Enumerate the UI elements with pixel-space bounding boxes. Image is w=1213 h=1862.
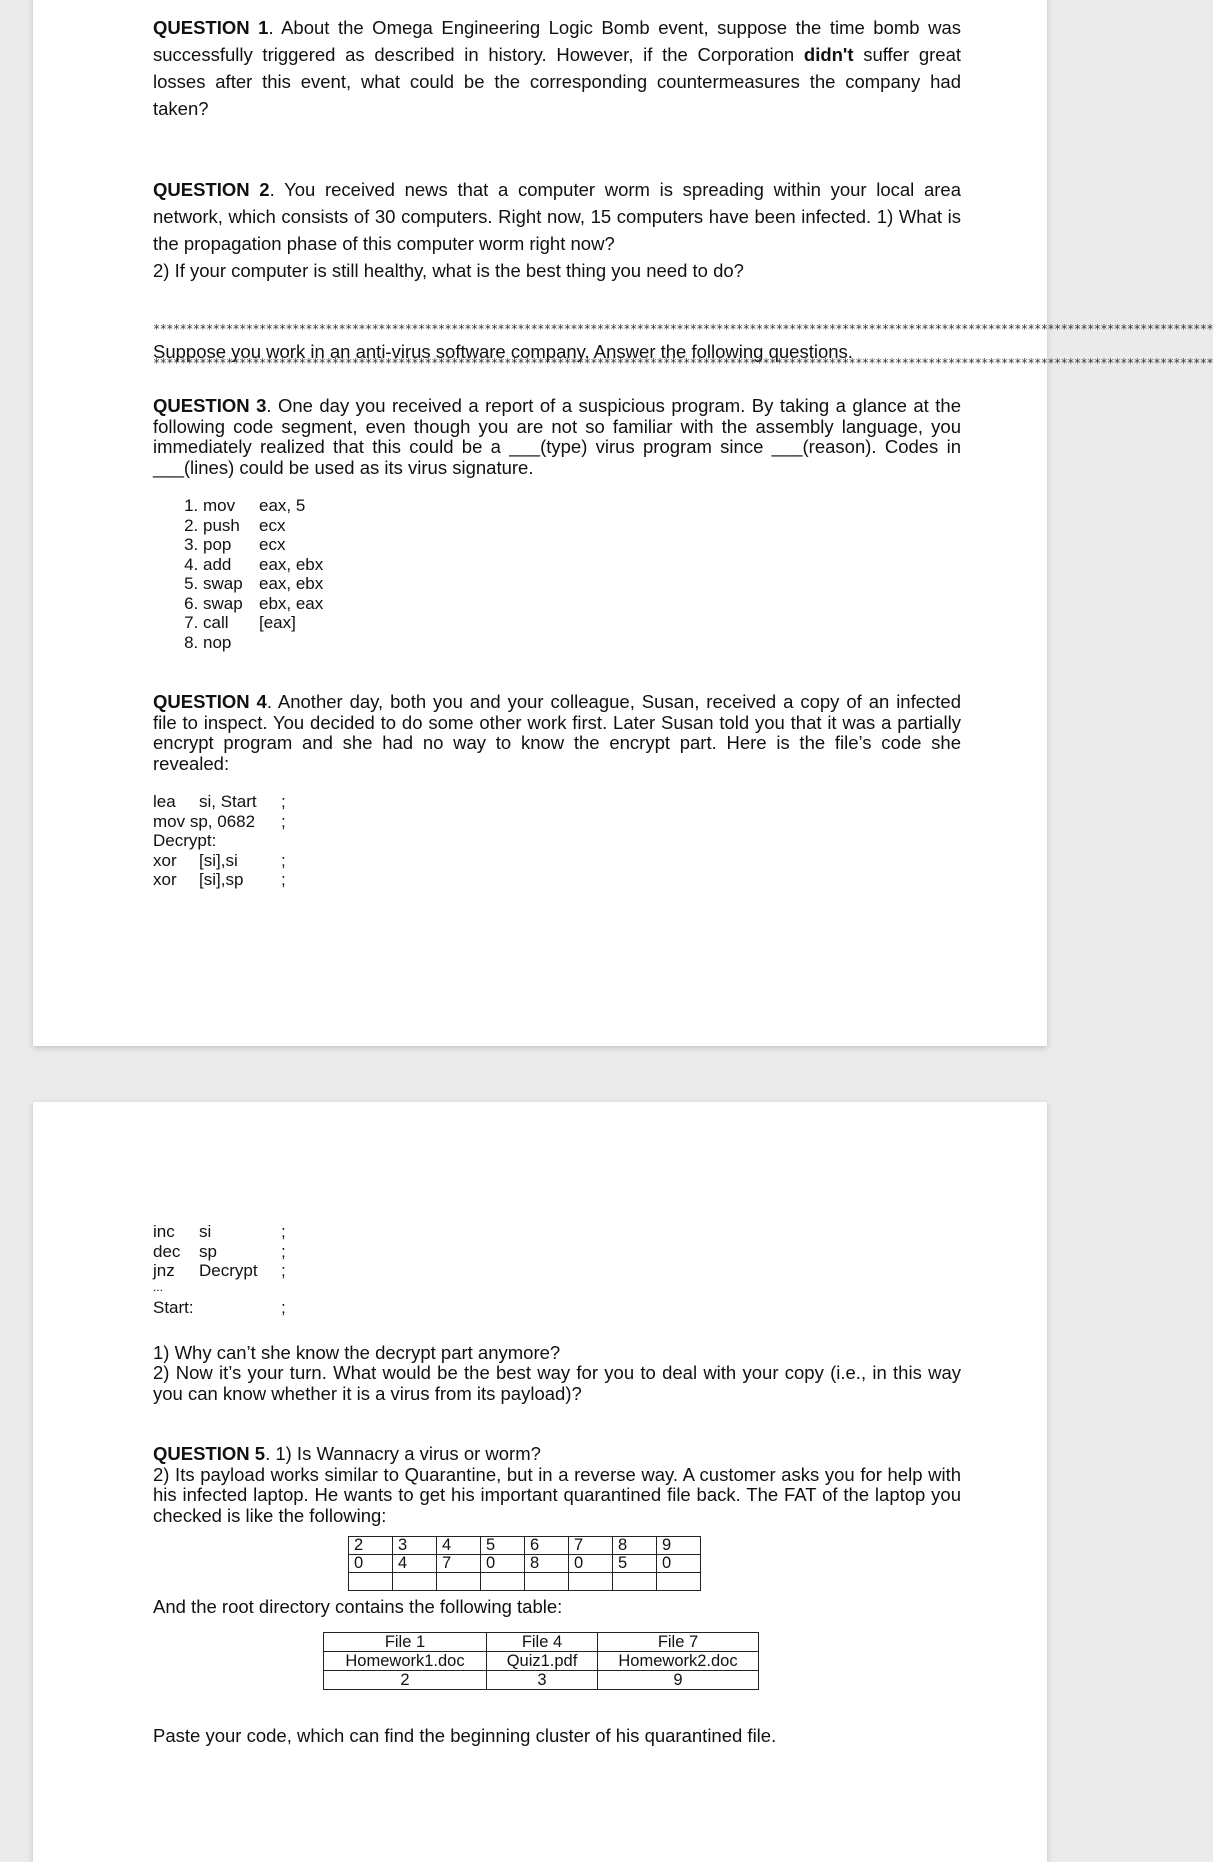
- divider-stars-bottom: ****************************************************************************************************************************************************************: [153, 356, 1213, 370]
- question-5-label: QUESTION 5: [153, 1443, 266, 1464]
- table-row: [349, 1573, 701, 1591]
- code-line: jnz Decrypt ;: [153, 1261, 286, 1280]
- table-cell: [349, 1573, 393, 1591]
- code-line: 6. swap ebx, eax: [203, 594, 961, 614]
- table-row: [349, 1537, 701, 1555]
- divider-stars-top: ****************************************************************************************************************************************************************: [153, 322, 1213, 336]
- document-page-2: [33, 1102, 1047, 1862]
- table-cell: File 4: [487, 1633, 598, 1652]
- question-2-part-2: 2) If your computer is still healthy, what is the best thing you need to do?: [153, 260, 744, 281]
- code-line: mov sp, 0682 ;: [153, 811, 286, 831]
- table-cell: File 7: [598, 1633, 759, 1652]
- table-cell: 2: [349, 1537, 393, 1555]
- question-5: QUESTION 5. 1) Is Wannacry a virus or worm?: [153, 1443, 541, 1464]
- table-cell: 4: [437, 1537, 481, 1555]
- table-row: [324, 1671, 759, 1690]
- table-cell: 0: [657, 1555, 701, 1573]
- code-line: inc si ;: [153, 1222, 286, 1241]
- root-directory-intro: And the root directory contains the following table:: [153, 1596, 563, 1617]
- table-cell: 7: [437, 1555, 481, 1573]
- table-cell: Quiz1.pdf: [487, 1652, 598, 1671]
- table-cell: 9: [657, 1537, 701, 1555]
- code-line: dec sp ;: [153, 1241, 286, 1261]
- fat-table: [348, 1536, 701, 1591]
- table-cell: 4: [393, 1555, 437, 1573]
- table-cell: 9: [598, 1671, 759, 1690]
- question-3-label: QUESTION 3: [153, 395, 267, 416]
- table-cell: 2: [324, 1671, 487, 1690]
- question-4-code-part-2: [153, 1222, 961, 1321]
- table-cell: 0: [349, 1555, 393, 1573]
- table-cell: [613, 1573, 657, 1591]
- closing-instruction: Paste your code, which can find the beginning cluster of his quarantined file.: [153, 1725, 777, 1746]
- question-5-part-2: 2) Its payload works similar to Quarantine, but in a reverse way. A customer asks you for help with his infected laptop. He wants to get his important quarantined file back. The FAT of the laptop you checked is like the following:: [153, 1463, 961, 1526]
- table-cell: Homework1.doc: [324, 1652, 487, 1671]
- page-1-content: [153, 14, 1213, 890]
- question-1-label: QUESTION 1: [153, 17, 269, 38]
- table-cell: 6: [525, 1537, 569, 1555]
- table-row: [324, 1633, 759, 1652]
- table-cell: [657, 1573, 701, 1591]
- code-line: 7. call [eax]: [203, 613, 961, 633]
- table-cell: [437, 1573, 481, 1591]
- code-line: 2. push ecx: [203, 516, 961, 536]
- table-cell: 5: [613, 1555, 657, 1573]
- question-4-sub-2: 2) Now it’s your turn. What would be the best way for you to deal with your copy (i.e., in this way you can know whether it is a virus from its payload)?: [153, 1362, 961, 1404]
- table-row: [349, 1555, 701, 1573]
- code-line: ...: [153, 1279, 164, 1294]
- table-cell: 5: [481, 1537, 525, 1555]
- question-4-sub-1: 1) Why can’t she know the decrypt part anymore?: [153, 1341, 561, 1363]
- table-cell: [569, 1573, 613, 1591]
- table-cell: 3: [487, 1671, 598, 1690]
- code-line: 1. mov eax, 5: [203, 496, 961, 516]
- table-cell: 0: [569, 1555, 613, 1573]
- table-cell: 8: [525, 1555, 569, 1573]
- code-line: 8. nop: [203, 633, 961, 653]
- question-4-code-part-1: [153, 792, 961, 890]
- root-directory-table: [323, 1632, 759, 1690]
- code-line: 3. pop ecx: [203, 535, 961, 555]
- question-2: QUESTION 2. You received news that a computer worm is spreading within your local area network, which consists of 30 computers. Right now, 15 computers have been infected. 1) What is the propagation phase of this computer worm right now?: [153, 179, 961, 254]
- code-line: Decrypt:: [153, 831, 217, 850]
- code-line: lea si, Start ;: [153, 792, 286, 811]
- table-cell: [393, 1573, 437, 1591]
- table-cell: 8: [613, 1537, 657, 1555]
- question-3: QUESTION 3. One day you received a report of a suspicious program. By taking a glance at the following code segment, even though you are not so familiar with the assembly language, you immediately realized that this could be a ___(type) virus program since ___(reason). Codes in ___(lines) could be used as its virus signature.: [153, 395, 961, 478]
- code-line: xor [si],sp ;: [153, 870, 286, 889]
- section-intro: Suppose you work in an anti-virus software company. Answer the following questions.: [153, 341, 853, 362]
- table-cell: 3: [393, 1537, 437, 1555]
- table-row: [324, 1652, 759, 1671]
- document-page-1: [33, 0, 1213, 1046]
- table-cell: 0: [481, 1555, 525, 1573]
- question-3-code-list: [171, 496, 961, 652]
- code-line: xor [si],si ;: [153, 850, 286, 870]
- code-line: Start: ;: [153, 1297, 286, 1317]
- question-4-label: QUESTION 4: [153, 691, 267, 712]
- table-cell: Homework2.doc: [598, 1652, 759, 1671]
- code-line: 4. add eax, ebx: [203, 555, 961, 575]
- table-cell: [481, 1573, 525, 1591]
- question-1: QUESTION 1. About the Omega Engineering Logic Bomb event, suppose the time bomb was successfully triggered as described in history. However, if the Corporation didn't suffer great losses after this event, what could be the corresponding countermeasures the company had taken?: [153, 17, 961, 119]
- page-2-content: [153, 1222, 961, 1749]
- question-2-label: QUESTION 2: [153, 179, 270, 200]
- emphasis-text: didn't: [803, 44, 854, 65]
- question-4: QUESTION 4. Another day, both you and your colleague, Susan, received a copy of an infected file to inspect. You decided to do some other work first. Later Susan told you that it was a partially encrypt program and she had no way to know the encrypt part. Here is the file’s code she revealed:: [153, 691, 961, 774]
- table-cell: [525, 1573, 569, 1591]
- table-cell: 7: [569, 1537, 613, 1555]
- table-cell: File 1: [324, 1633, 487, 1652]
- code-line: 5. swap eax, ebx: [203, 574, 961, 594]
